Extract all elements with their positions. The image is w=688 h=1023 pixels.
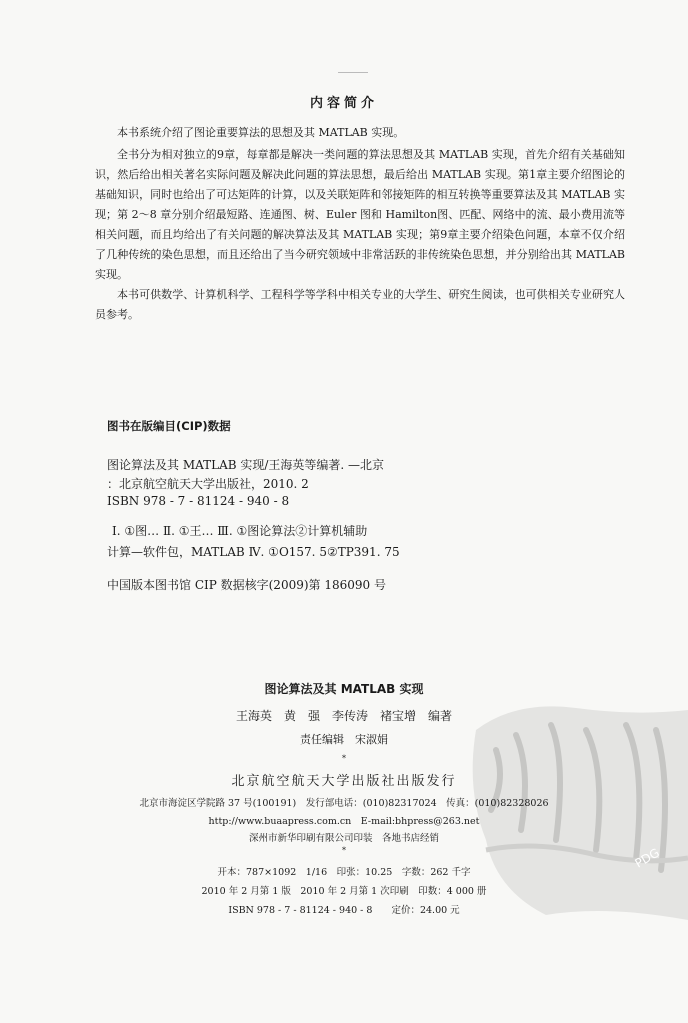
abstract-paragraph: 本书可供数学、计算机科学、工程科学等学科中相关专业的大学生、研究生阅读，也可供相关专业研究人员参考。 [95, 288, 625, 321]
abstract-title: 内容简介 [309, 96, 378, 111]
colophon-spec-line: 开本：787×1092 1/16 印张：10.25 字数：262 千字 [217, 867, 471, 878]
cip-line: 计算—软件包，MATLAB Ⅳ. ①O157. 5②TP391. 75 [107, 545, 400, 559]
cip-line: ISBN 978 - 7 - 81124 - 940 - 8 [107, 494, 290, 508]
separator-star: * [342, 754, 346, 763]
colophon-publisher: 北京航空航天大学出版社出版发行 [231, 774, 457, 789]
colophon-book-title: 图论算法及其 MATLAB 实现 [264, 682, 424, 696]
cip-line: Ⅰ. ①图… Ⅱ. ①王… Ⅲ. ①图论算法②计算机辅助 [112, 524, 368, 538]
colophon-web: http://www.buaapress.com.cn E-mail:bhpress@263.net [208, 816, 480, 827]
colophon-editor: 责任编辑 宋淑娟 [300, 733, 388, 746]
watermark-label: PDG [632, 845, 662, 871]
colophon-spec-line: 2010 年 2 月第 1 版 2010 年 2 月第 1 次印刷 印数：4 000 册 [201, 886, 487, 897]
cip-heading: 图书在版编目(CIP)数据 [107, 419, 231, 433]
separator-star: * [342, 846, 346, 855]
cip-line: ：北京航空航天大学出版社，2010. 2 [107, 477, 309, 491]
colophon-address: 北京市海淀区学院路 37 号(100191) 发行部电话：(010)82317024 传真：(010)82328026 [139, 798, 549, 809]
abstract-paragraph: 本书系统介绍了图论重要算法的思想及其 MATLAB 实现。 [117, 126, 405, 139]
cip-line: 图论算法及其 MATLAB 实现/王海英等编著. —北京 [107, 458, 385, 472]
colophon-authors: 王海英 黄 强 李传涛 褚宝增 编著 [235, 709, 452, 723]
cip-line: 中国版本图书馆 CIP 数据核字(2009)第 186090 号 [107, 578, 386, 592]
top-rule [338, 72, 368, 73]
colophon-printer: 深州市新华印刷有限公司印装 各地书店经销 [248, 833, 439, 844]
abstract-paragraph: 全书分为相对独立的9章，每章都是解决一类问题的算法思想及其 MATLAB 实现，首先介绍有关基础知识，然后给出相关著名实际问题及解决此问题的算法思想，最后给出 MATLAB 实现。第1章主要介绍图论的基础知识，同时也给出了可达矩阵的计算，以及关联矩阵和邻接矩阵的相互转换等重要算法及其 MATLAB 实现；第 2～8 章分别介绍最短路、连通图、树、Euler 图和 Hamilton图、匹配、网络中的流、最小费用流等相关问题，而且均给出了有关问题的解决算法及其 MATLAB 实现；第9章主要介绍染色问题，本章不仅介绍了几种传统的染色思想，而且还给出了当今研究领域中非常活跃的非传统染色思想，并分别给出其 MATLAB 实现。 [95, 148, 625, 281]
colophon-spec-line: ISBN 978 - 7 - 81124 - 940 - 8 定价：24.00 元 [228, 905, 460, 916]
